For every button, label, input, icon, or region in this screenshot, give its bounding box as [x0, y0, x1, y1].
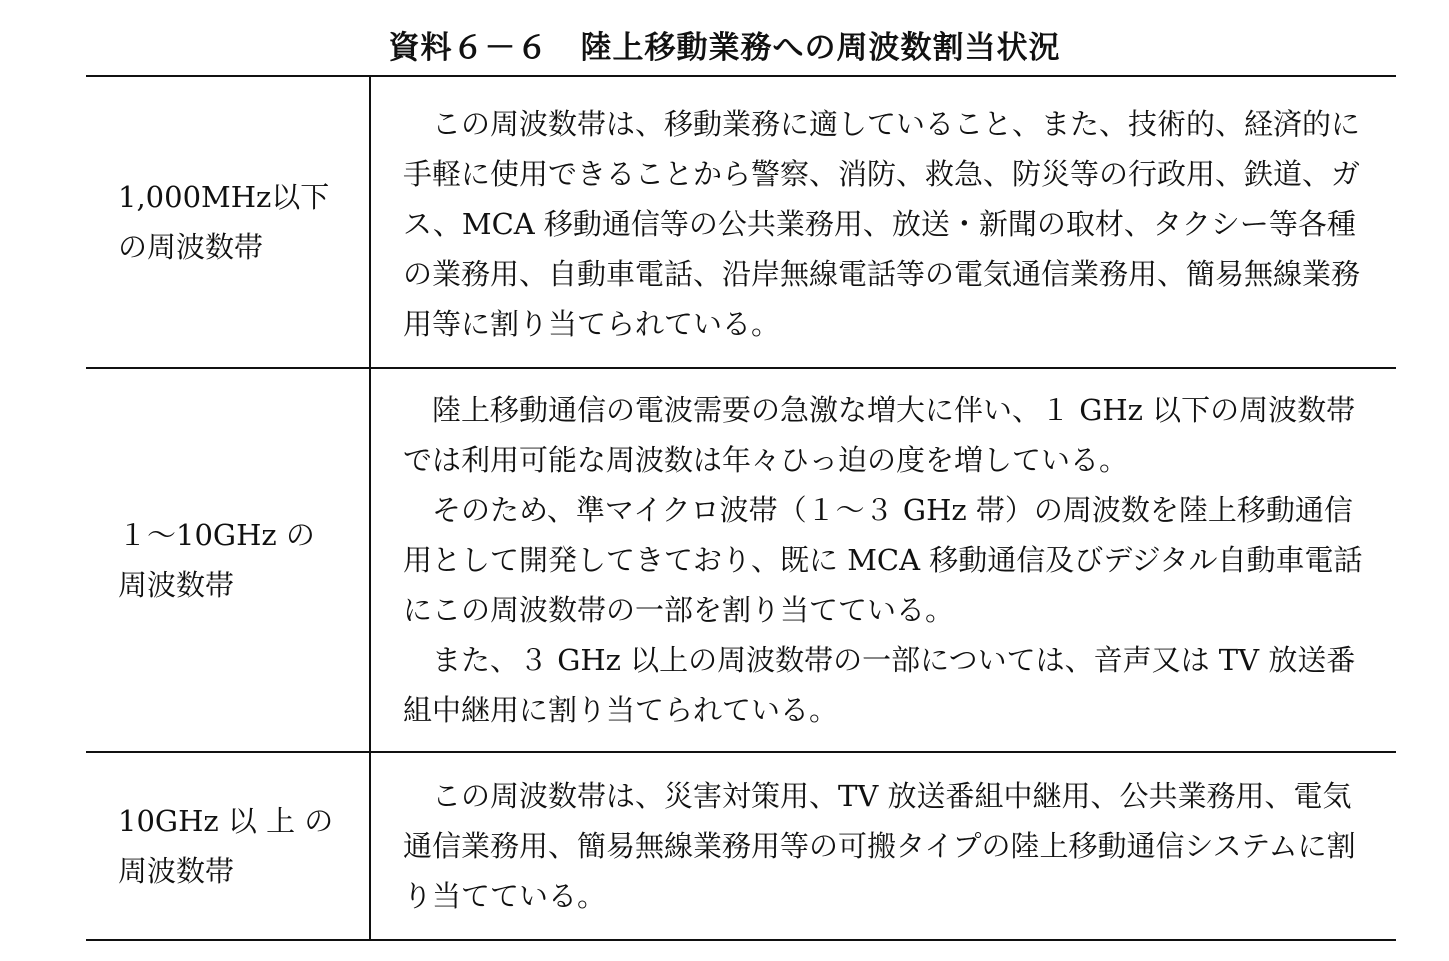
band-cell: [86, 753, 371, 939]
description-cell: [371, 753, 1396, 939]
description-cell: [371, 369, 1396, 751]
band-label-line: １～10GHz の: [118, 518, 315, 552]
description-cell: [371, 77, 1396, 367]
band-label-line: 周波数帯: [118, 568, 235, 602]
description-paragraph: そのため、準マイクロ波帯（１～３ GHz 帯）の周波数を陸上移動通信用として開発してきており、既に MCA 移動通信及びデジタル自動車電話にこの周波数帯の一部を割り当てている。: [403, 493, 1363, 627]
description-paragraph: また、３ GHz 以上の周波数帯の一部については、音声又は TV 放送番組中継用に割り当てられている。: [403, 643, 1356, 727]
description-paragraph: この周波数帯は、移動業務に適していること、また、技術的、経済的に手軽に使用できることから警察、消防、救急、防災等の行政用、鉄道、ガス、MCA 移動通信等の公共業務用、放送・新聞の取材、タクシー等各種の業務用、自動車電話、沿岸無線電話等の電気通信業務用、簡易無線業務用等に割り当てられている。: [403, 107, 1361, 341]
band-cell: [86, 369, 371, 751]
table-row: [86, 751, 1396, 939]
table-row: [86, 77, 1396, 367]
band-label-line: の周波数帯: [118, 230, 264, 264]
band-cell: [86, 77, 371, 367]
description-paragraph: この周波数帯は、災害対策用、TV 放送番組中継用、公共業務用、電気通信業務用、簡易無線業務用等の可搬タイプの陸上移動通信システムに割り当てている。: [403, 779, 1356, 913]
frequency-allocation-table: [86, 75, 1396, 941]
band-label-line: 1,000MHz以下: [118, 180, 330, 214]
band-label-line: 10GHz 以 上 の: [118, 804, 334, 838]
page-title: 資料６－６ 陸上移動業務への周波数割当状況: [388, 30, 1061, 66]
table-row: [86, 367, 1396, 751]
band-label-line: 周波数帯: [118, 854, 235, 888]
description-paragraph: 陸上移動通信の電波需要の急激な増大に伴い、１ GHz 以下の周波数帯では利用可能な周波数は年々ひっ迫の度を増している。: [403, 393, 1356, 477]
